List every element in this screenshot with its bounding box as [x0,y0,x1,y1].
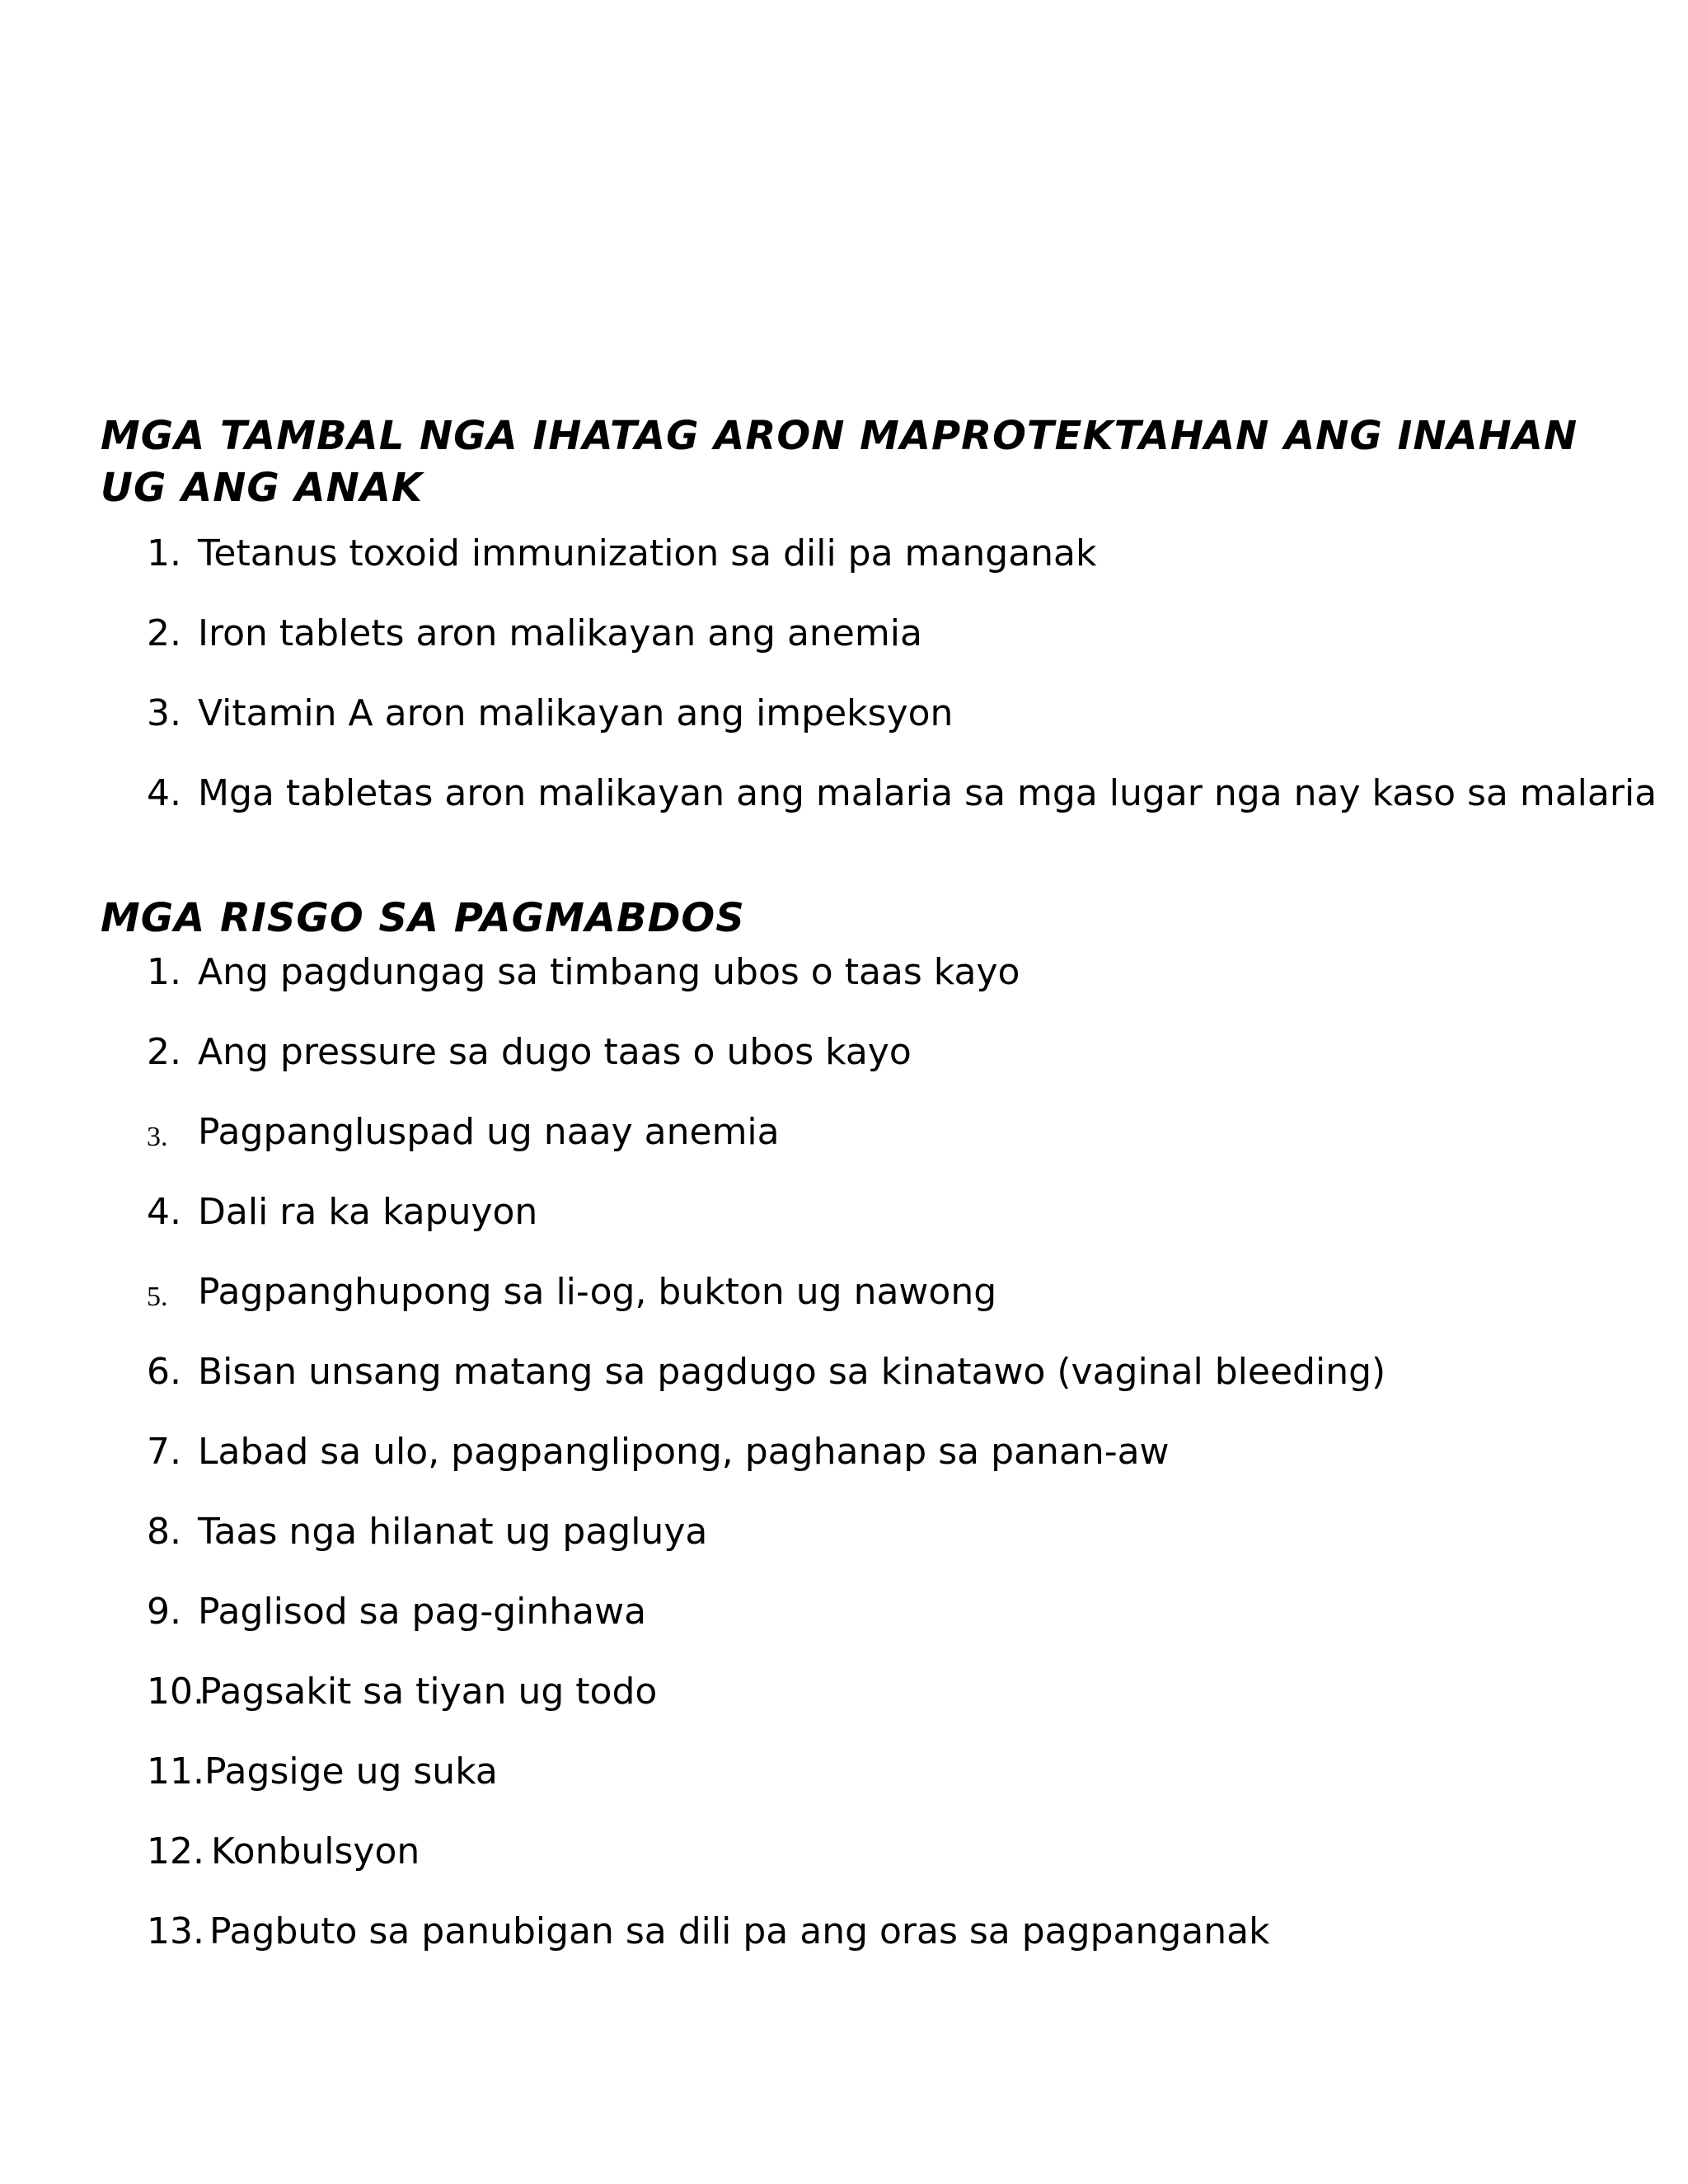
list-item-number: 3. [147,1122,168,1152]
list-item-text: Pagbuto sa panubigan sa dili pa ang oras sa pagpanganak [209,1910,1270,1952]
list-item-text: Vitamin A aron malikayan ang impeksyon [198,692,954,734]
list-item-number: 4. [147,772,181,814]
list-item-number: 13. [147,1910,204,1952]
list-item-number: 1. [147,951,181,993]
list-item [0,529,1607,609]
risks-list [0,948,1607,1987]
list-item-text: Pagsakit sa tiyan ug todo [199,1671,658,1713]
list-item [0,769,1658,849]
list-item-number: 5. [147,1282,168,1312]
list-item [0,1268,1607,1347]
list-item-number: 6. [147,1351,181,1393]
list-item-number: 2. [147,1031,181,1073]
list-item [0,1667,1607,1747]
list-item [0,1907,1607,1987]
list-item [0,1507,1607,1587]
section-heading-pregnancy-risks: MGA RISGO SA PAGMABDOS [101,895,745,941]
list-item [0,1347,1607,1427]
list-item-number: 12. [147,1830,204,1872]
list-item [0,1587,1607,1667]
list-item-text: Labad sa ulo, pagpanglipong, paghanap sa panan-aw [198,1431,1170,1473]
list-item-text: Mga tabletas aron malikayan ang malaria sa mga lugar nga nay kaso sa malaria [198,772,1658,814]
list-item [0,1827,1607,1907]
list-item-text: Konbulsyon [211,1830,420,1872]
list-item-number: 2. [147,612,181,654]
list-item-number: 7. [147,1431,181,1473]
list-item-number: 10. [147,1671,204,1713]
list-item-text: Pagpangluspad ug naay anemia [198,1111,780,1153]
list-item-text: Tetanus toxoid immunization sa dili pa manganak [198,532,1097,574]
list-item [0,948,1607,1028]
list-item-text: Paglisod sa pag-ginhawa [198,1591,647,1633]
list-item-text: Pagpanghupong sa li-og, bukton ug nawong [198,1271,997,1313]
list-item-number: 4. [147,1191,181,1233]
list-item-text: Taas nga hilanat ug pagluya [198,1511,708,1553]
list-item-text: Bisan unsang matang sa pagdugo sa kinatawo (vaginal bleeding) [198,1351,1386,1393]
list-item [0,1028,1607,1108]
list-item [0,689,1607,769]
list-item-number: 1. [147,532,181,574]
list-item-text: Dali ra ka kapuyon [198,1191,538,1233]
list-item-number: 8. [147,1511,181,1553]
list-item [0,1188,1607,1268]
list-item-text: Ang pagdungag sa timbang ubos o taas kayo [198,951,1020,993]
list-item [0,1747,1607,1827]
list-item [0,609,1607,689]
list-item-text: Iron tablets aron malikayan ang anemia [198,612,922,654]
list-item-text: Ang pressure sa dugo taas o ubos kayo [198,1031,912,1073]
medicines-list [0,529,1658,849]
list-item-number: 11. [147,1750,204,1793]
list-item [0,1108,1607,1188]
section-heading-medicines: MGA TAMBAL NGA IHATAG ARON MAPROTEKTAHAN ANG INAHAN UG ANG ANAK [101,413,1578,511]
list-item-text: Pagsige ug suka [204,1750,498,1793]
list-item-number: 3. [147,692,181,734]
list-item [0,1427,1607,1507]
list-item-number: 9. [147,1591,181,1633]
